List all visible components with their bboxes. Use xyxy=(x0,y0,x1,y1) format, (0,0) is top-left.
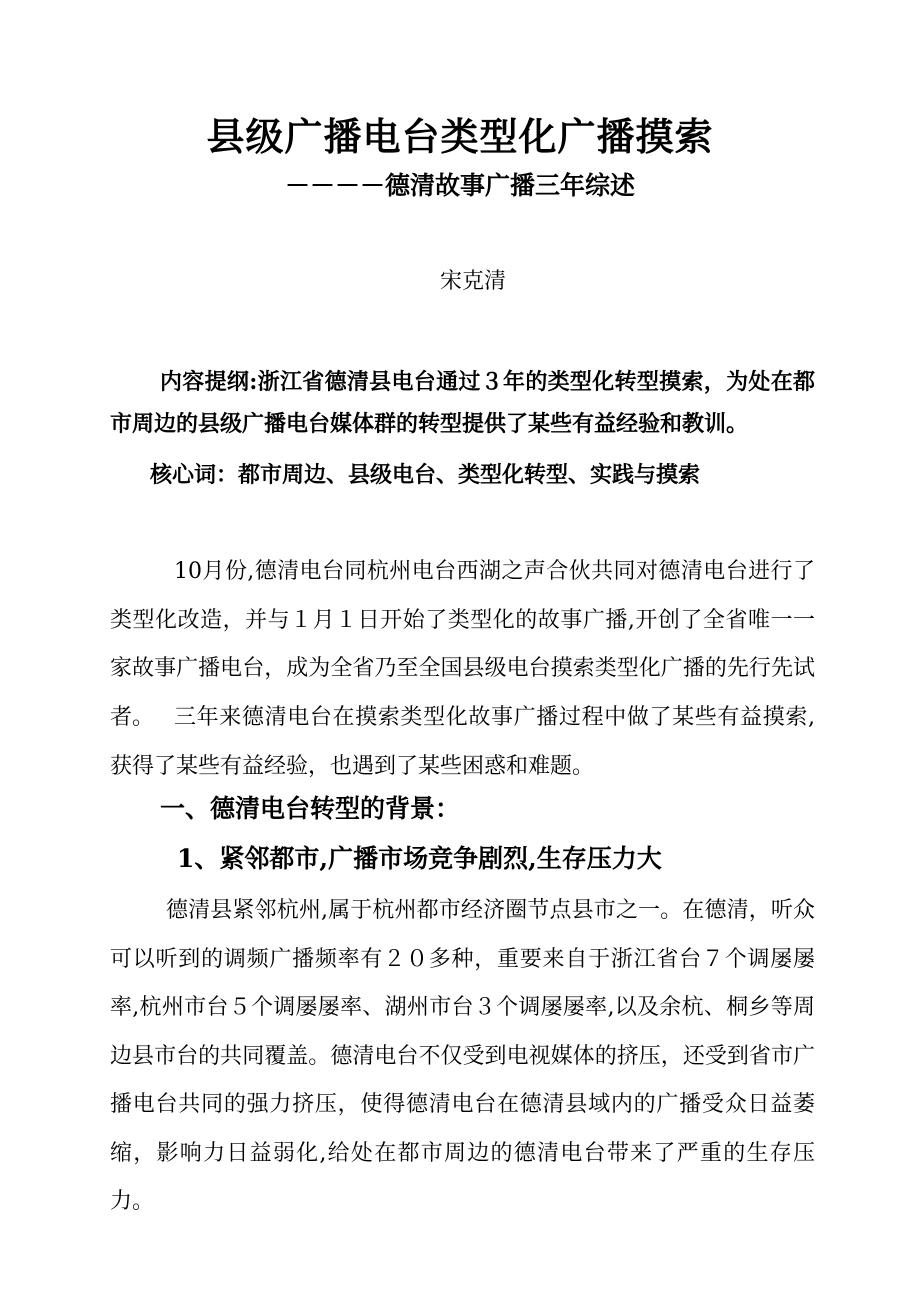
section-heading: 一、德清电台转型的背景： xyxy=(160,794,461,823)
section-paragraph: 德清县紧邻杭州,属于杭州都市经济圈节点县市之一。在德清，听众可以听到的调频广播频率有２０多种，重要来自于浙江省台７个调屡屡率,杭州市台５个调屡屡率、湖州市台３个调屡屡率,以及余杭、桐乡等周边县市台的共同覆盖。德清电台不仅受到电视媒体的挤压，还受到省市广播电台共同的强力挤压，使得德清电台在德清县域内的广播受众日益萎缩，影响力日益弱化,给处在都市周边的德清电台带来了严重的生存压力。 xyxy=(110,898,815,1214)
document-subtitle: －－－－德清故事广播三年综述 xyxy=(284,171,635,200)
abstract-paragraph: 内容提纲:浙江省德清县电台通过３年的类型化转型摸索，为处在都市周边的县级广播电台媒体群的转型提供了某些有益经验和教训。 xyxy=(110,369,815,437)
body-paragraph-2: 三年来德清电台在摸索类型化故事广播过程中做了某些有益摸索,获得了某些有益经验，也遇到了某些困惑和难题。 xyxy=(110,705,815,779)
keywords-line: 核心词：都市周边、县级电台、类型化转型、实践与摸索 xyxy=(150,462,701,488)
author-name: 宋克清 xyxy=(439,269,506,294)
document-title: 县级广播电台类型化广播摸索 xyxy=(206,114,714,159)
subsection-heading: 1、紧邻都市,广播市场竞争剧烈,生存压力大 xyxy=(177,844,662,873)
body-paragraph-1: 10月份,德清电台同杭州电台西湖之声合伙共同对德清电台进行了类型化改造，并与１月１日开始了类型化的故事广播,开创了全省唯一一家故事广播电台，成为全省乃至全国县级电台摸索类型化广播的先行先试者。 xyxy=(110,559,815,730)
